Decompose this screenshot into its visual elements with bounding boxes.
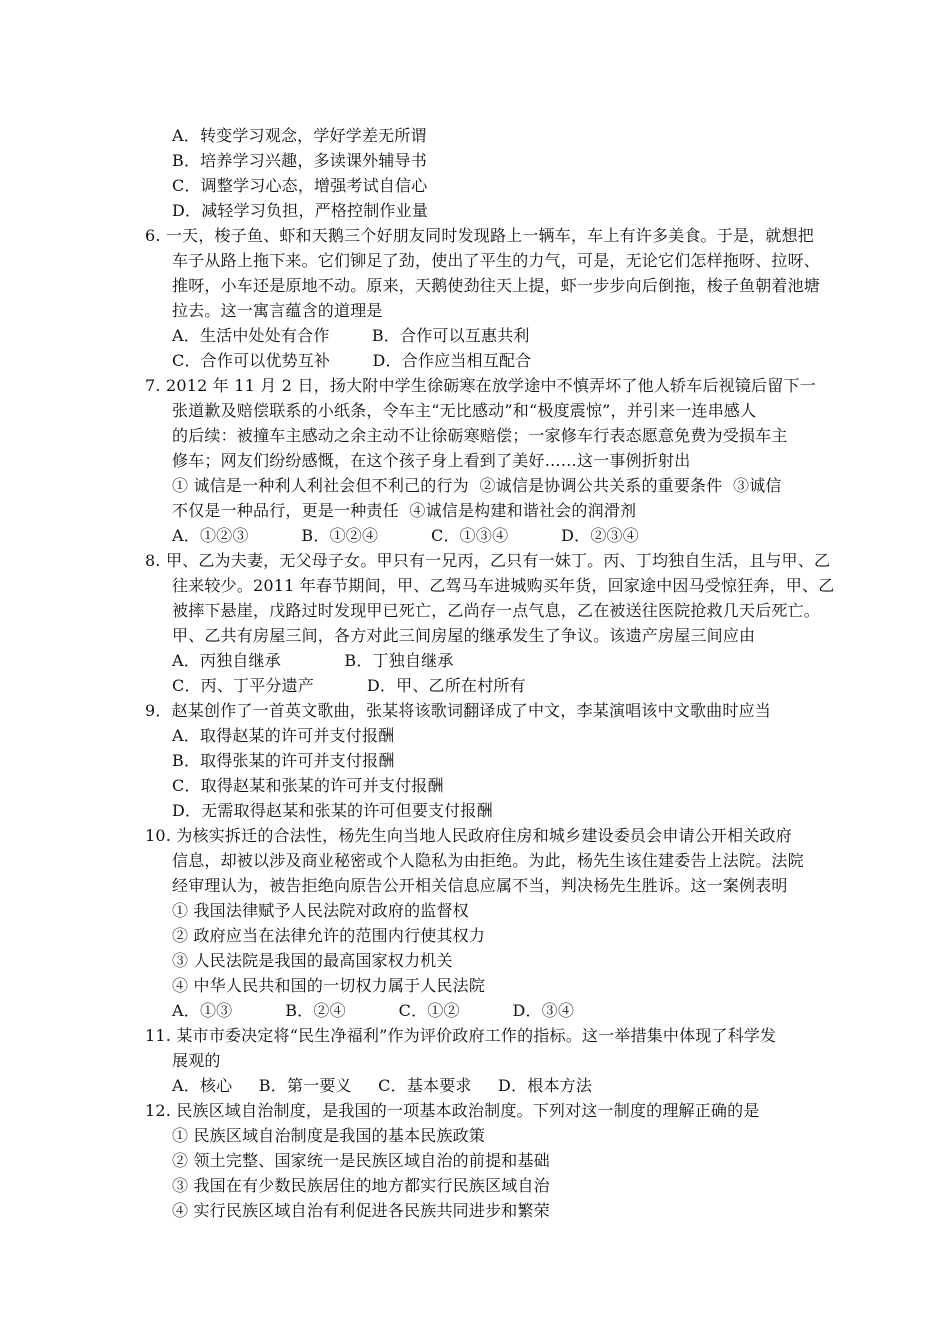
q12-statement-4: ④ 实行民族区域自治有利促进各民族共同进步和繁荣 — [172, 1201, 550, 1220]
q5-option-d: D．减轻学习负担，严格控制作业量 — [172, 201, 429, 220]
q7-stem-line: 张道歉及赔偿联系的小纸条，令车主“无比感动”和“极度震惊”，并引来一连串感人 — [172, 401, 757, 420]
q7-statements: 不仅是一种品行，更是一种责任 ④诚信是构建和谐社会的润滑剂 — [172, 501, 637, 520]
q10-statement-3: ③ 人民法院是我国的最高国家权力机关 — [172, 951, 453, 970]
q12-statement-2: ② 领土完整、国家统一是民族区域自治的前提和基础 — [172, 1151, 550, 1170]
q6-stem-line: 推呀，小车还是原地不动。原来，天鹅使劲往天上提，虾一步步向后倒拖，梭子鱼朝着池塘 — [172, 276, 821, 295]
q6-stem-line: 拉去。这一寓言蕴含的道理是 — [172, 301, 383, 320]
q10-statement-1: ① 我国法律赋予人民法院对政府的监督权 — [172, 901, 469, 920]
q9-stem: 9．赵某创作了一首英文歌曲，张某将该歌词翻译成了中文，李某演唱该中文歌曲时应当 — [145, 701, 771, 720]
q10-stem-line: 经审理认为，被告拒绝向原告公开相关信息应属不当，判决杨先生胜诉。这一案例表明 — [172, 876, 788, 895]
q10-stem-line: 信息，却被以涉及商业秘密或个人隐私为由拒绝。为此，杨先生该住建委告上法院。法院 — [172, 851, 804, 870]
q7-options: A．①②③ B．①②④ C．①③④ D．②③④ — [172, 526, 639, 545]
q9-option-a: A．取得赵某的许可并支付报酬 — [172, 726, 395, 745]
q6-stem-line: 车子从路上拖下来。它们铆足了劲，使出了平生的力气，可是，无论它们怎样拖呀、拉呀、 — [172, 251, 821, 270]
q8-stem-line: 往来较少。2011 年春节期间，甲、乙驾马车进城购买年货，回家途中因马受惊狂奔，甲、乙 — [172, 576, 835, 595]
q6-stem-line: 6. 一天，梭子鱼、虾和天鹅三个好朋友同时发现路上一辆车，车上有许多美食。于是，就想把 — [145, 226, 814, 245]
q7-stem-line: 的后续：被撞车主感动之余主动不让徐砺寒赔偿；一家修车行表态愿意免费为受损车主 — [172, 426, 788, 445]
q7-statements: ① 诚信是一种利人利社会但不利己的行为 ②诚信是协调公共关系的重要条件 ③诚信 — [172, 476, 782, 495]
q7-stem-line: 7. 2012 年 11 月 2 日，扬大附中学生徐砺寒在放学途中不慎弄坏了他人轿车后视镜后留下一 — [145, 376, 816, 395]
q8-options-cd: C．丙、丁平分遗产 D．甲、乙所在村所有 — [172, 676, 526, 695]
q6-options-cd: C．合作可以优势互补 D．合作应当相互配合 — [172, 351, 532, 370]
q12-statement-3: ③ 我国在有少数民族居住的地方都实行民族区域自治 — [172, 1176, 550, 1195]
q10-options: A．①③ B．②④ C．①② D．③④ — [172, 1001, 575, 1020]
q5-option-b: B．培养学习兴趣，多读课外辅导书 — [172, 151, 427, 170]
q8-stem-line: 被摔下悬崖，戊路过时发现甲已死亡，乙尚存一点气息，乙在被送往医院抢救几天后死亡。 — [172, 601, 821, 620]
q5-option-c: C．调整学习心态，增强考试自信心 — [172, 176, 428, 195]
q7-stem-line: 修车；网友们纷纷感慨，在这个孩子身上看到了美好……这一事例折射出 — [172, 451, 691, 470]
q10-statement-4: ④ 中华人民共和国的一切权力属于人民法院 — [172, 976, 486, 995]
q8-stem-line: 甲、乙共有房屋三间，各方对此三间房屋的继承发生了争议。该遗产房屋三间应由 — [172, 626, 756, 645]
q12-stem: 12. 民族区域自治制度，是我国的一项基本政治制度。下列对这一制度的理解正确的是 — [145, 1101, 760, 1120]
q9-option-c: C．取得赵某和张某的许可并支付报酬 — [172, 776, 444, 795]
q8-stem-line: 8. 甲、乙为夫妻，无父母子女。甲只有一兄丙，乙只有一妹丁。丙、丁均独自生活，且与甲、乙 — [145, 551, 831, 570]
q6-options-ab: A．生活中处处有合作 B．合作可以互惠共利 — [172, 326, 530, 345]
q11-stem-line: 11. 某市市委决定将“民生净福利”作为评价政府工作的指标。这一举措集中体现了科学发 — [145, 1026, 777, 1045]
q9-option-d: D．无需取得赵某和张某的许可但要支付报酬 — [172, 801, 493, 820]
q11-options: A．核心 B．第一要义 C．基本要求 D．根本方法 — [172, 1076, 593, 1095]
q8-options-ab: A．丙独自继承 B．丁独自继承 — [172, 651, 454, 670]
q9-option-b: B．取得张某的许可并支付报酬 — [172, 751, 395, 770]
q10-statement-2: ② 政府应当在法律允许的范围内行使其权力 — [172, 926, 486, 945]
q11-stem-line: 展观的 — [172, 1051, 221, 1070]
q12-statement-1: ① 民族区域自治制度是我国的基本民族政策 — [172, 1126, 486, 1145]
q10-stem-line: 10. 为核实拆迁的合法性，杨先生向当地人民政府住房和城乡建设委员会申请公开相关政府 — [145, 826, 792, 845]
q5-option-a: A．转变学习观念，学好学差无所谓 — [172, 126, 427, 145]
